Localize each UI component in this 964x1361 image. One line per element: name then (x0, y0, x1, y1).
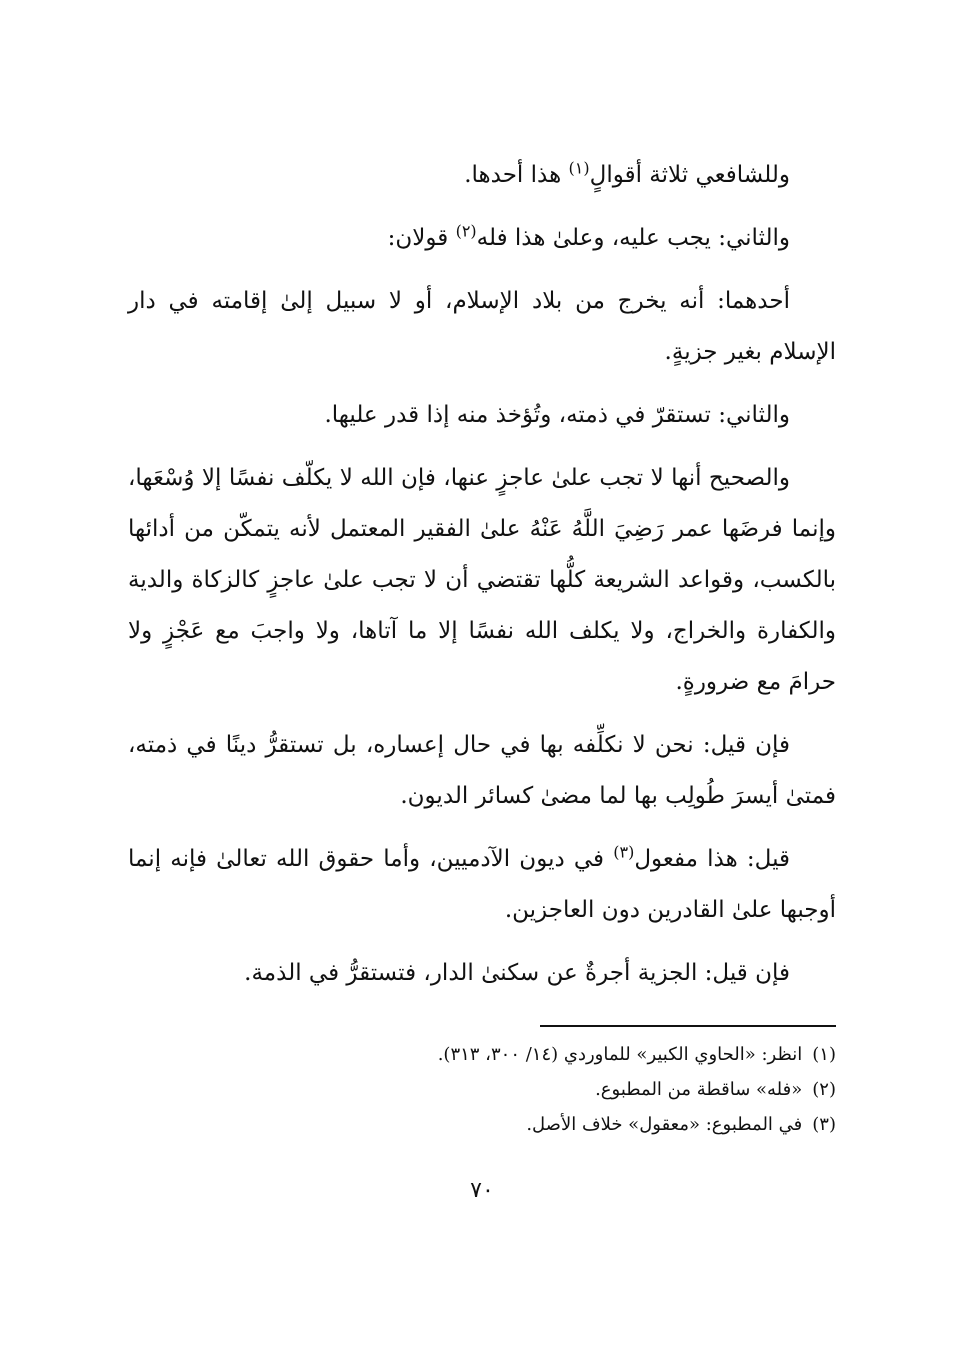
paragraph (128, 453, 836, 708)
paragraph (128, 834, 836, 936)
paragraph-text: قيل: هذا مفعول (634, 846, 790, 872)
paragraph-text: في ديون الآدميين، وأما حقوق الله تعالىٰ فإنه إنما أوجبها علىٰ القادرين دون العاجزين. (128, 846, 836, 923)
footnote-reference[interactable]: (٣) (613, 842, 635, 862)
paragraph-text: هذا أحدها. (464, 162, 569, 188)
footnote-text: «فله» ساقطة من المطبوع. (595, 1079, 803, 1100)
paragraph (128, 150, 836, 201)
footnote-reference[interactable]: (١) (568, 158, 590, 178)
paragraph-text: وللشافعي ثلاثة أقوالٍ (589, 162, 790, 188)
footnote-divider (540, 1025, 836, 1027)
paragraph (128, 213, 836, 264)
paragraph-text: قولان: (387, 225, 456, 251)
footnote (128, 1107, 836, 1142)
footnotes (128, 1037, 836, 1142)
main-text (128, 150, 836, 1011)
paragraph-text: فإن قيل: الجزية أجرةٌ عن سكنىٰ الدار، فتستقرُّ في الذمة. (244, 960, 790, 986)
paragraph (128, 948, 836, 999)
footnote-text: انظر: «الحاوي الكبير» للماوردي (١٤/ ٣٠٠، ٣١٣). (437, 1044, 803, 1065)
paragraph-text: والثاني: يجب عليه، وعلىٰ هذا فله (476, 225, 790, 251)
paragraph-text: فإن قيل: نحن لا نكلِّفه بها في حال إعساره، بل تستقرُّ دينًا في ذمته، فمتىٰ أيسرَ طُولِب بها لما مضىٰ كسائر الديون. (128, 732, 836, 809)
paragraph-text: والصحيح أنها لا تجب علىٰ عاجزٍ عنها، فإن الله لا يكلّف نفسًا إلا وُسْعَها، وإنما فرضَها عمر رَضِيَ اللَّهُ عَنْهُ علىٰ الفقير المعتمل لأنه يتمكّن من أدائها بالكسب، وقواعد الشريعة كلُّها تقتضي أن لا تجب علىٰ عاجزٍ كالزكاة والدية والكفارة والخراج، ولا يكلف الله نفسًا إلا ما آتاها، ولا واجبَ مع عَجْزٍ ولا حرامَ مع ضرورةٍ. (128, 465, 836, 695)
page-number: ٧٠ (470, 1178, 494, 1203)
paragraph (128, 390, 836, 441)
footnote-text: في المطبوع: «معقول» خلاف الأصل. (526, 1114, 803, 1135)
footnote-number: (١) (812, 1044, 836, 1065)
paragraph (128, 276, 836, 378)
paragraph (128, 720, 836, 822)
paragraph-text: والثاني: تستقرّ في ذمته، وتُؤخذ منه إذا قدر عليها. (324, 402, 790, 428)
footnote (128, 1037, 836, 1072)
footnote-number: (٢) (812, 1079, 836, 1100)
footnote (128, 1072, 836, 1107)
paragraph-text: أحدهما: أنه يخرج من بلاد الإسلام، أو لا سبيل إلىٰ إقامته في دار الإسلام بغير جزيةٍ. (128, 288, 836, 365)
footnote-reference[interactable]: (٢) (455, 221, 477, 241)
footnote-number: (٣) (812, 1114, 836, 1135)
